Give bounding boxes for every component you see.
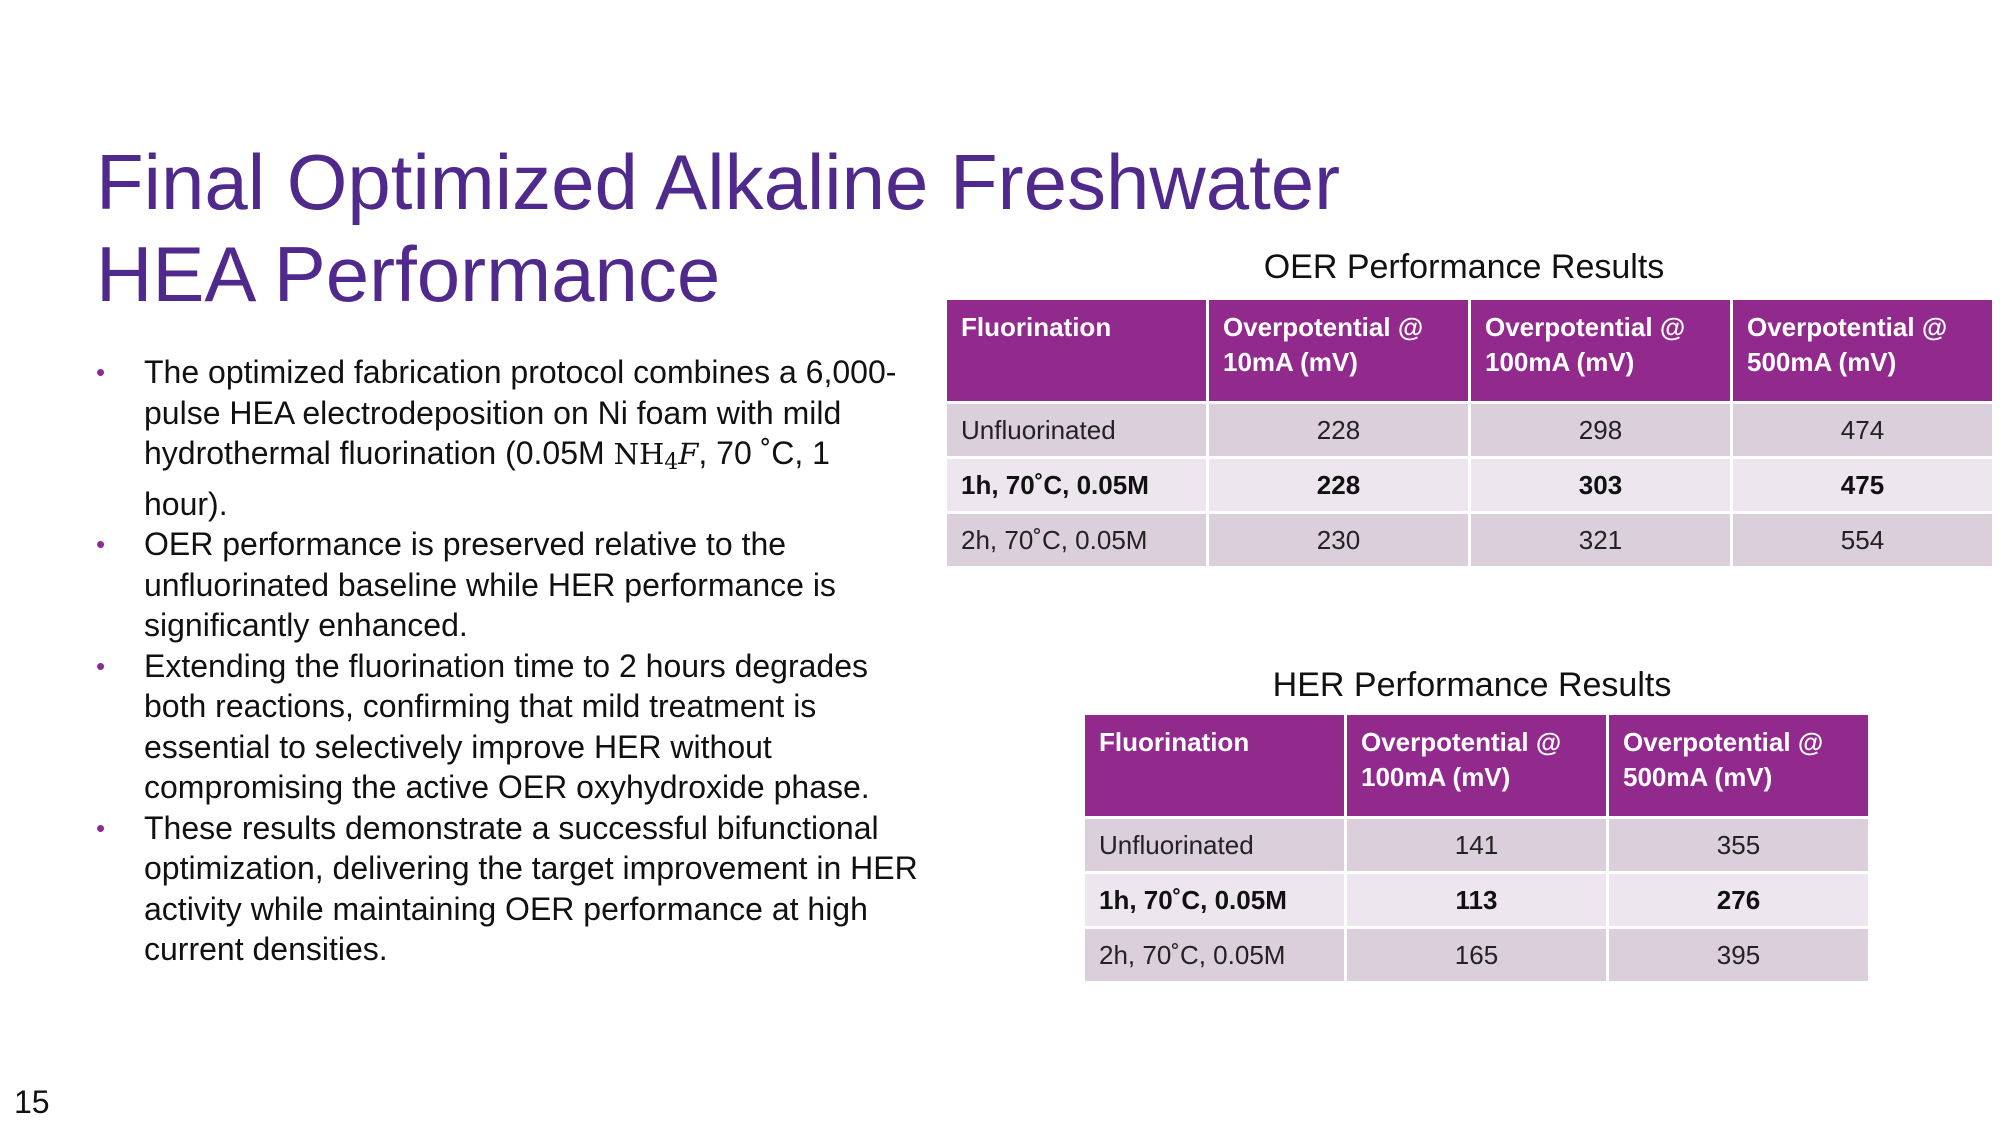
table-cell: 230 [1208,513,1470,568]
page-number: 15 [14,1084,50,1120]
bullet-item [96,646,921,808]
table-cell: 276 [1608,873,1870,928]
formula-f: F [678,437,699,471]
oer-table [944,297,1995,569]
oer-header-cell: Overpotential @ 100mA (mV) [1470,299,1732,403]
table-row [946,513,1994,568]
formula-nh: NH [613,437,665,471]
bullet-item [96,524,921,646]
table-cell: 1h, 70˚C, 0.05M [946,458,1208,513]
table-cell: 2h, 70˚C, 0.05M [1084,928,1346,983]
oer-header-cell: Overpotential @ 500mA (mV) [1732,299,1994,403]
bullet-text: OER performance is preserved relative to the unfluorinated baseline while HER performance is significantly enhanced. [144,526,836,643]
table-cell: 141 [1346,818,1608,873]
slide-title-line2: HEA Performance [96,230,721,318]
table-cell: 298 [1470,403,1732,458]
table-row [946,403,1994,458]
table-cell: 228 [1208,403,1470,458]
bullet-marker: • [96,650,106,681]
table-row [946,458,1994,513]
bullet-text [144,354,896,522]
table-cell: 1h, 70˚C, 0.05M [1084,873,1346,928]
table-row [1084,818,1870,873]
table-cell: 395 [1608,928,1870,983]
bullet-item [96,352,921,524]
table-row [1084,928,1870,983]
table-cell: 321 [1470,513,1732,568]
bullet-text: Extending the fluorination time to 2 hours degrades both reactions, confirming that mild treatment is essential to selectively improve HER without compromising the active OER oxyhydroxide phase. [144,647,870,805]
bullet-marker: • [96,357,106,387]
oer-header-cell: Fluorination [946,299,1208,403]
oer-table-title: OER Performance Results [1263,248,1665,286]
formula-subscript: 4 [664,450,679,475]
slide-title-line1: Final Optimized Alkaline Freshwater [96,138,1341,226]
bullet-text: These results demonstrate a successful bifunctional optimization, delivering the target improvement in HER activity while maintaining OER performance at high current densities. [144,809,918,967]
table-cell: 554 [1732,513,1994,568]
table-cell: Unfluorinated [946,403,1208,458]
her-header-cell: Overpotential @ 500mA (mV) [1608,714,1870,818]
her-header-cell: Fluorination [1084,714,1346,818]
bullet-text-part: , 70 ˚C, 1 hour). [144,435,830,522]
table-cell: 2h, 70˚C, 0.05M [946,513,1208,568]
table-cell: 303 [1470,458,1732,513]
bullet-marker: • [96,529,106,559]
table-cell: 228 [1208,458,1470,513]
table-cell: 474 [1732,403,1994,458]
her-table-title: HER Performance Results [1272,666,1672,704]
table-cell: 113 [1346,873,1608,928]
her-header-cell: Overpotential @ 100mA (mV) [1346,714,1608,818]
table-cell: 355 [1608,818,1870,873]
table-cell: Unfluorinated [1084,818,1346,873]
table-cell: 475 [1732,458,1994,513]
formula [613,437,699,475]
oer-header-cell: Overpotential @ 10mA (mV) [1208,299,1470,403]
bullet-list [96,352,921,970]
her-table-header-row [1084,714,1870,818]
table-cell: 165 [1346,928,1608,983]
table-row [1084,873,1870,928]
bullet-item [96,808,921,970]
bullet-text-part: The optimized fabrication protocol combines a 6,000-pulse HEA electrodeposition on Ni foam with mild hydrothermal fluorination (0.05M [144,354,897,471]
oer-table-header-row [946,299,1994,403]
her-table [1082,712,1871,984]
bullet-marker: • [96,812,106,843]
slide-title [96,136,1346,320]
